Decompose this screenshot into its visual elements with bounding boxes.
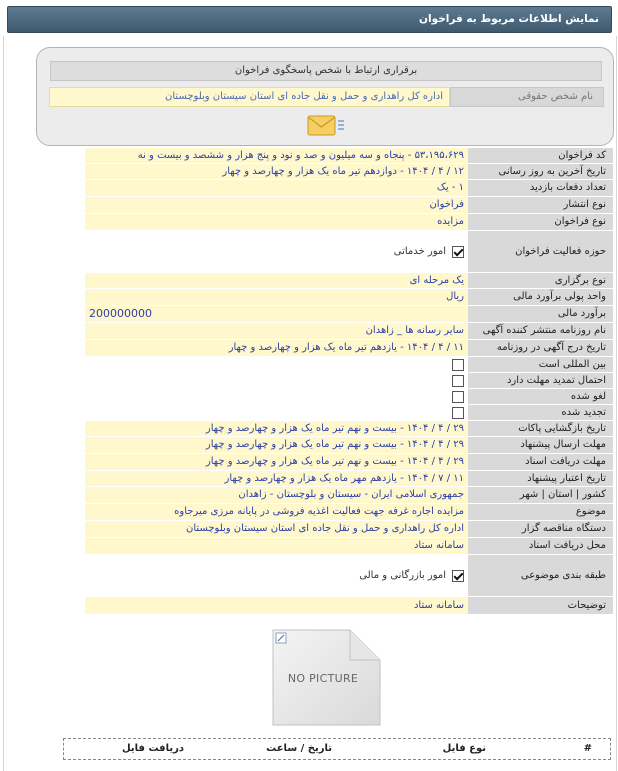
- row-label: نوع فراخوان: [468, 214, 613, 231]
- row-label: بین المللی است: [468, 357, 613, 373]
- row-value: [85, 197, 468, 214]
- row-label: تاریخ آخرین به روز رسانی: [468, 164, 613, 180]
- category-value: امور بازرگانی و مالی: [359, 569, 446, 581]
- row-newspaper: [85, 323, 613, 340]
- row-doc-place: [85, 538, 613, 555]
- mail-icon[interactable]: [307, 112, 345, 140]
- currency-value: ریال: [446, 291, 464, 302]
- no-picture-text: NO PICTURE: [287, 672, 359, 685]
- row-value: [85, 357, 468, 373]
- subject-value: مزایده اجاره غرفه جهت فعالیت اغذیه فروشی در پایانه مرزی میرجاوه: [174, 506, 464, 517]
- row-extension: [85, 373, 613, 389]
- row-renewed: [85, 405, 613, 421]
- row-value: [85, 521, 468, 538]
- opening-date-value: ۲۹ / ۴ / ۱۴۰۴ - بیست و نهم تیر ماه یک هزار و چهارصد و چهار: [205, 422, 464, 434]
- checkbox-icon[interactable]: [452, 570, 464, 582]
- row-last-update: [85, 164, 613, 180]
- info-table: [85, 148, 613, 615]
- col-file-type: نوع فایل: [442, 743, 486, 754]
- row-value: [85, 471, 468, 487]
- row-label: تاریخ بازگشایی پاکات: [468, 421, 613, 437]
- doc-deadline-value: ۲۹ / ۴ / ۱۴۰۴ - بیست و نهم تیر ماه یک هزار و چهارصد و چهار: [205, 456, 464, 467]
- row-cancelled: [85, 389, 613, 405]
- description-value: سامانه ستاد: [413, 599, 464, 611]
- row-submit-deadline: [85, 437, 613, 454]
- row-value: [85, 323, 468, 340]
- row-label: احتمال تمدید مهلت دارد: [468, 373, 613, 389]
- contact-panel: [36, 47, 614, 146]
- row-value: [85, 487, 468, 504]
- row-label: توضیحات: [468, 597, 613, 615]
- row-label: طبقه بندی موضوعی: [468, 555, 613, 597]
- last-update-value: ۱۲ / ۴ / ۱۴۰۴ - دوازدهم تیر ماه یک هزار و چهارصد و چهار: [222, 165, 464, 177]
- row-label: کد فراخوان: [468, 148, 613, 164]
- page-title-bar: [7, 6, 612, 33]
- estimate-value: 200000000: [89, 307, 152, 320]
- row-subject: [85, 504, 613, 521]
- contact-value: اداره کل راهداری و حمل و نقل جاده ای استان سیستان وبلوچستان: [49, 87, 450, 107]
- row-value: [85, 504, 468, 521]
- row-value: [85, 306, 468, 323]
- row-value: [85, 214, 468, 231]
- hold-type-value: یک مرحله ای: [409, 274, 464, 286]
- row-value: [85, 421, 468, 437]
- row-value: [85, 148, 468, 164]
- checkbox-icon[interactable]: [452, 359, 464, 371]
- row-visit-count: [85, 180, 613, 197]
- doc-place-value: سامانه ستاد: [413, 540, 464, 551]
- row-label: نام روزنامه منتشر کننده آگهی: [468, 323, 613, 340]
- row-activity-area: [85, 231, 613, 273]
- ad-date-value: ۱۱ / ۴ / ۱۴۰۴ - یازدهم تیر ماه یک هزار و چهارصد و چهار: [228, 342, 464, 353]
- right-frame-line: [616, 36, 617, 771]
- row-label: نوع برگزاری: [468, 273, 613, 289]
- row-estimate: [85, 306, 613, 323]
- row-label: تاریخ درج آگهی در روزنامه: [468, 340, 613, 357]
- row-label: تجدید شده: [468, 405, 613, 421]
- row-label: نوع انتشار: [468, 197, 613, 214]
- row-code: [85, 148, 613, 164]
- row-value: [85, 273, 468, 289]
- row-publish-type: [85, 197, 613, 214]
- row-location: [85, 487, 613, 504]
- row-value: [85, 555, 468, 597]
- row-value: [85, 164, 468, 180]
- contact-label: نام شخص حقوقی: [450, 87, 604, 107]
- row-label: مهلت ارسال پیشنهاد: [468, 437, 613, 454]
- row-label: موضوع: [468, 504, 613, 521]
- row-label: برآورد مالی: [468, 306, 613, 323]
- page-title: نمایش اطلاعات مربوط به فراخوان: [419, 13, 599, 25]
- col-index: #: [583, 743, 592, 754]
- organizer-value: اداره کل راهداری و حمل و نقل جاده ای استان سیستان وبلوچستان: [186, 523, 464, 534]
- row-label: محل دریافت اسناد: [468, 538, 613, 555]
- no-picture-icon: [270, 628, 382, 727]
- row-value: [85, 389, 468, 405]
- row-value: [85, 373, 468, 389]
- row-doc-deadline: [85, 454, 613, 471]
- row-currency: [85, 289, 613, 306]
- row-label: تاریخ اعتبار پیشنهاد: [468, 471, 613, 487]
- row-label: تعداد دفعات بازدید: [468, 180, 613, 197]
- row-value: [85, 538, 468, 555]
- call-type-value: مزایده: [437, 216, 464, 227]
- row-label: لغو شده: [468, 389, 613, 405]
- files-table-header: [63, 738, 611, 760]
- row-value: [85, 231, 468, 273]
- row-label: حوزه فعالیت فراخوان: [468, 231, 613, 273]
- visit-count-value: ۱ - یک: [436, 182, 464, 193]
- row-category: [85, 555, 613, 597]
- row-value: [85, 597, 468, 615]
- row-value: [85, 405, 468, 421]
- row-call-type: [85, 214, 613, 231]
- left-frame-line: [3, 36, 4, 771]
- contact-heading: برقراری ارتباط با شخص پاسخگوی فراخوان: [50, 61, 602, 81]
- activity-area-value: امور خدماتی: [393, 245, 446, 257]
- row-validity-date: [85, 471, 613, 487]
- row-organizer: [85, 521, 613, 538]
- row-ad-date: [85, 340, 613, 357]
- row-label: مهلت دریافت اسناد: [468, 454, 613, 471]
- checkbox-icon[interactable]: [452, 375, 464, 387]
- row-opening-date: [85, 421, 613, 437]
- row-label: دستگاه مناقصه گزار: [468, 521, 613, 538]
- row-value: [85, 454, 468, 471]
- newspaper-value: سایر رسانه ها _ زاهدان: [365, 325, 464, 336]
- col-download: دریافت فایل: [122, 743, 184, 754]
- row-label: کشور | استان | شهر: [468, 487, 613, 504]
- row-international: [85, 357, 613, 373]
- row-value: [85, 340, 468, 357]
- row-value: [85, 437, 468, 454]
- row-label: واحد پولی برآورد مالی: [468, 289, 613, 306]
- validity-date-value: ۱۱ / ۷ / ۱۴۰۴ - یازدهم مهر ماه یک هزار و چهارصد و چهار: [224, 472, 464, 484]
- row-value: [85, 180, 468, 197]
- row-hold-type: [85, 273, 613, 289]
- checkbox-icon[interactable]: [452, 407, 464, 419]
- location-value: جمهوری اسلامی ایران - سیستان و بلوچستان - زاهدان: [238, 489, 464, 500]
- submit-deadline-value: ۲۹ / ۴ / ۱۴۰۴ - بیست و نهم تیر ماه یک هزار و چهارصد و چهار: [205, 439, 464, 450]
- row-description: [85, 597, 613, 615]
- col-datetime: تاریخ / ساعت: [266, 743, 332, 754]
- row-value: [85, 289, 468, 306]
- code-value: ۵۳،۱۹۵،۶۲۹ - پنجاه و سه میلیون و صد و نود و پنج هزار و ششصد و بیست و نه: [137, 149, 464, 161]
- publish-type-value: فراخوان: [429, 199, 464, 210]
- checkbox-icon[interactable]: [452, 391, 464, 403]
- checkbox-icon[interactable]: [452, 246, 464, 258]
